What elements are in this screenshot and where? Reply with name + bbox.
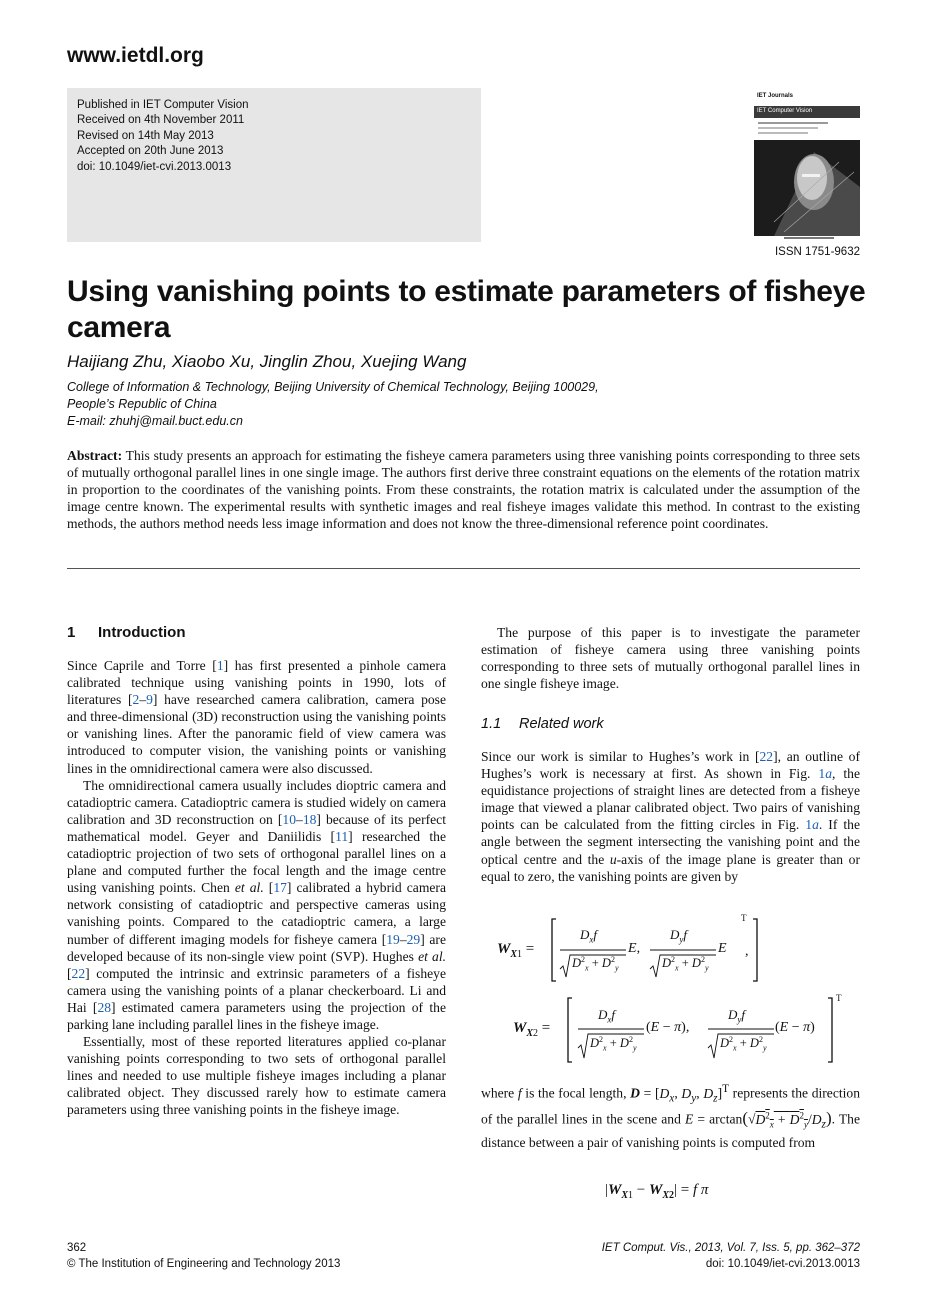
authors: Haijiang Zhu, Xiaobo Xu, Jinglin Zhou, Xuejing Wang <box>67 352 467 371</box>
pub-line: Revised on 14th May 2013 <box>77 130 214 142</box>
equation-distance: $|W_{X1} - W_{X2}| = f$ π <box>605 1182 709 1201</box>
affiliation-country: People’s Republic of China <box>67 397 217 411</box>
cover-brand: IET Journals <box>757 93 794 99</box>
pub-line: doi: 10.1049/iet-cvi.2013.0013 <box>77 161 232 173</box>
section-heading-related-work: 1.1 Related work <box>481 716 604 732</box>
abstract <box>67 447 860 532</box>
paper-title: Using vanishing points to estimate parameters of fisheye camera <box>67 275 866 344</box>
divider <box>67 568 860 569</box>
publication-info-box <box>67 88 481 242</box>
pub-line: Published in IET Computer Vision <box>77 99 249 111</box>
footer-left <box>67 1240 340 1272</box>
section-heading-introduction: 1 Introduction <box>67 624 186 641</box>
footer-right <box>500 1240 860 1272</box>
cover-journal-title: IET Computer Vision <box>757 108 813 114</box>
left-column-body: Since Caprile and Torre [1] has first presented a pinhole camera calibrated technique using vanishing points in 1990, lots of literatures [2–9] have researched camera calibration, camera pose and three-dimensional (3D) reconstruction using the vanishing points or vanishing lines. After the panoramic field of view camera was introduced to computer vision, the vanishing points or vanishing lines in the omnidirectional camera were also discussed. The omnidirectional camera usually includes dioptric camera and catadioptric camera. Catadioptric camera is studied widely on camera calibration and 3D reconstruction on [10–18] because of its perfect mathematical model. Geyer and Daniilidis [11] researched the catadioptric projection of two sets of orthogonal parallel lines on a plane and computed further the focal length and the image centre using vanishing points. Chen et al. [17] calibrated a hybrid camera network consisting of catadioptric and perspective cameras using vanishing points. Compared to the catadioptric camera, a large number of different imaging models for fisheye camera [19–29] are developed because of its non-single view point (SVP). Hughes et al. [22] computed the intrinsic and extrinsic parameters of a fisheye camera using the vanishing points of a planar checkerboard. Li and Hai [28] estimated camera parameters using the projection of the parking lane including parallel lines in the fisheye image. Essentially, most of these reported literatures applied co-planar vanishing points corresponding to two sets of orthogonal parallel lines and needed to use multiple fisheye images including a planar calibrated object. They discussed rarely how to estimate camera parameters using three vanishing points in the fisheye image. <box>67 658 446 1118</box>
issn: ISSN 1751-9632 <box>774 246 860 258</box>
site-url[interactable]: www.ietdl.org <box>67 44 204 67</box>
citation-line: IET Comput. Vis., 2013, Vol. 7, Iss. 5, pp. 362–372 <box>601 1242 860 1254</box>
right-column-intro-end: The purpose of this paper is to investigate the parameter estimation of fisheye camera using three vanishing points corresponding to three sets of mutually orthogonal parallel lines in one single fisheye image. <box>481 625 860 692</box>
pub-line: Accepted on 20th June 2013 <box>77 145 224 157</box>
affiliation: College of Information & Technology, Beijing University of Chemical Technology, Beijing 100029, <box>67 380 599 394</box>
footer-doi[interactable]: doi: 10.1049/iet-cvi.2013.0013 <box>705 1258 860 1270</box>
right-column-related-work: Since our work is similar to Hughes’s work in [22], an outline of Hughes’s work is necessary at first. As shown in Fig. 1a, the equidistance projections of straight lines are detected from a fisheye image that viewed a planar calibrated object. Two pairs of vanishing points can be calculated from the fitting circles in Fig. 1a. If the angle between the segment intersecting the vanishing point and the optical centre and the u-axis of the image plane is greater than or equal to zero, the vanishing points are given by <box>481 749 860 884</box>
copyright: © The Institution of Engineering and Technology 2013 <box>67 1258 341 1270</box>
equation-wx2: $W_{X2}$ = $D_xf$ $D^2_x + D^2_y$ (E − π), $D_yf$ $D^2_x + D^2_y$ (E − π) T <box>513 993 853 1068</box>
right-column-definitions: where f is the focal length, $D = [D_x$, $D_y$, $D_z]^T$ represents the direction of the parallel lines in the scene and $E = \arctan(√D^2_x + D^2_y/D_z)$. The distance between a pair of vanishing points is computed from <box>481 1083 861 1150</box>
page-number: 362 <box>67 1242 87 1254</box>
abstract-label: Abstract: <box>67 448 123 463</box>
citation[interactable]: 1 <box>216 658 224 673</box>
email: E-mail: zhuhj@mail.buct.edu.cn <box>67 414 243 428</box>
equation-wx1: $W_{X1}$ = $D_xf$ $D^2_x + D^2_y$ E, $D_yf$ $D^2_x + D^2_y$ E T , <box>497 913 767 988</box>
abstract-text: This study presents an approach for estimating the fisheye camera parameters using three vanishing points corresponding to three sets of mutually orthogonal parallel lines in one single image. The authors first derive three constraint equations on the elements of the rotation matrix in proportion to the coordinates of the vanishing points. From these constraints, the rotation matrix is calculated under the assumption of the image centre known. The experimental results with synthetic images and real fisheye images validate this method. In contrast to the existing methods, the authors method needs less image information and does not know the three-dimensional reference point coordinates. <box>67 448 861 531</box>
journal-cover-image <box>754 92 860 242</box>
pub-line: Received on 4th November 2011 <box>77 114 245 126</box>
